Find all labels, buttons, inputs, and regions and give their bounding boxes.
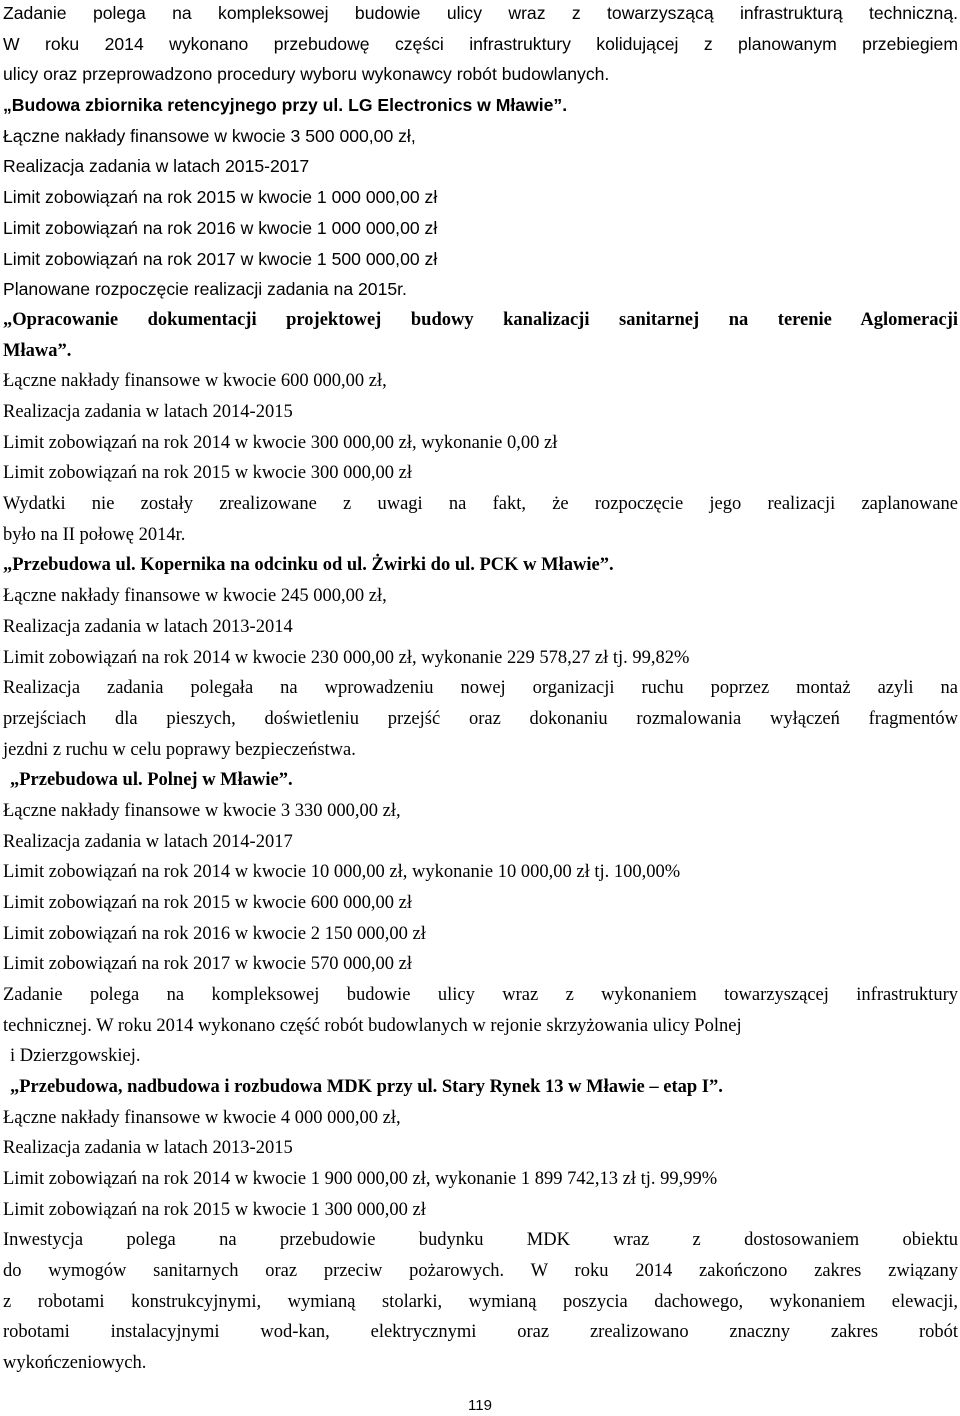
text-line: Limit zobowiązań na rok 2014 w kwocie 230 000,00 zł, wykonanie 229 578,27 zł tj. 99,82%	[3, 648, 690, 668]
text-line: Limit zobowiązań na rok 2015 w kwocie 600 000,00 zł	[3, 893, 412, 913]
text-line: Zadanie polega na kompleksowej budowie ulicy wraz z wykonaniem towarzyszącej infrastruktury	[3, 985, 958, 1005]
text-line: Limit zobowiązań na rok 2016 w kwocie 1 000 000,00 zł	[3, 218, 438, 238]
text-line: Łączne nakłady finansowe w kwocie 3 500 000,00 zł,	[3, 126, 416, 146]
text-line: Łączne nakłady finansowe w kwocie 245 000,00 zł,	[3, 586, 387, 606]
text-line: Realizacja zadania w latach 2014-2017	[3, 832, 293, 852]
text-line: Limit zobowiązań na rok 2014 w kwocie 300 000,00 zł, wykonanie 0,00 zł	[3, 433, 558, 453]
text-line: Realizacja zadania w latach 2014-2015	[3, 402, 293, 422]
text-line: Wydatki nie zostały zrealizowane z uwagi na fakt, że rozpoczęcie jego realizacji zaplanowane	[3, 494, 958, 514]
text-line: jezdni z ruchu w celu poprawy bezpieczeństwa.	[3, 740, 356, 760]
text-line: Łączne nakłady finansowe w kwocie 600 000,00 zł,	[3, 371, 387, 391]
text-line: technicznej. W roku 2014 wykonano część robót budowlanych w rejonie skrzyżowania ulicy Polnej	[3, 1016, 742, 1036]
text-line: robotami instalacyjnymi wod-kan, elektrycznymi oraz zrealizowano znaczny zakres robót	[3, 1322, 958, 1342]
text-line: Inwestycja polega na przebudowie budynku MDK wraz z dostosowaniem obiektu	[3, 1230, 958, 1250]
text-line: Limit zobowiązań na rok 2014 w kwocie 1 900 000,00 zł, wykonanie 1 899 742,13 zł tj. 99,99%	[3, 1169, 718, 1189]
text-line: Limit zobowiązań na rok 2015 w kwocie 300 000,00 zł	[3, 463, 412, 483]
text-line: Limit zobowiązań na rok 2014 w kwocie 10 000,00 zł, wykonanie 10 000,00 zł tj. 100,00%	[3, 862, 681, 882]
text-line: Limit zobowiązań na rok 2015 w kwocie 1 000 000,00 zł	[3, 187, 438, 207]
text-line: Realizacja zadania w latach 2013-2014	[3, 617, 293, 637]
text-line: Limit zobowiązań na rok 2015 w kwocie 1 300 000,00 zł	[3, 1200, 426, 1220]
section-heading: „Przebudowa ul. Polnej w Mławie”.	[10, 770, 293, 790]
text-line: Łączne nakłady finansowe w kwocie 3 330 000,00 zł,	[3, 801, 401, 821]
text-line: Planowane rozpoczęcie realizacji zadania na 2015r.	[3, 279, 407, 299]
section-heading: „Budowa zbiornika retencyjnego przy ul. LG Electronics w Mławie”.	[3, 95, 568, 115]
page-number: 119	[468, 1397, 492, 1414]
text-line: z robotami konstrukcyjnymi, wymianą stolarki, wymianą poszycia dachowego, wykonaniem elewacji,	[3, 1292, 958, 1312]
text-line: Łączne nakłady finansowe w kwocie 4 000 000,00 zł,	[3, 1108, 401, 1128]
text-line: Realizacja zadania w latach 2015-2017	[3, 156, 310, 176]
section-heading: „Przebudowa, nadbudowa i rozbudowa MDK przy ul. Stary Rynek 13 w Mławie – etap I”.	[10, 1077, 723, 1097]
text-line: Zadanie polega na kompleksowej budowie ulicy wraz z towarzyszącą infrastrukturą techniczną.	[3, 3, 958, 23]
text-line: Realizacja zadania polegała na wprowadzeniu nowej organizacji ruchu poprzez montaż azyli na	[3, 678, 958, 698]
text-line: Limit zobowiązań na rok 2016 w kwocie 2 150 000,00 zł	[3, 924, 426, 944]
text-line: Limit zobowiązań na rok 2017 w kwocie 570 000,00 zł	[3, 954, 412, 974]
section-heading: „Opracowanie dokumentacji projektowej budowy kanalizacji sanitarnej na terenie Aglomeracji	[3, 310, 958, 330]
text-line: do wymogów sanitarnych oraz przeciw pożarowych. W roku 2014 zakończono zakres związany	[3, 1261, 958, 1281]
text-line: przejściach dla pieszych, doświetleniu przejść oraz dokonaniu rozmalowania wyłączeń fragmentów	[3, 709, 958, 729]
section-heading: Mława”.	[3, 341, 72, 361]
text-line: wykończeniowych.	[3, 1353, 147, 1373]
text-line: Realizacja zadania w latach 2013-2015	[3, 1138, 293, 1158]
text-line: Limit zobowiązań na rok 2017 w kwocie 1 500 000,00 zł	[3, 249, 438, 269]
text-line: i Dzierzgowskiej.	[10, 1046, 141, 1066]
text-line: było na II połowę 2014r.	[3, 525, 186, 545]
text-line: W roku 2014 wykonano przebudowę części infrastruktury kolidującej z planowanym przebiegiem	[3, 34, 958, 54]
section-heading: „Przebudowa ul. Kopernika na odcinku od ul. Żwirki do ul. PCK w Mławie”.	[3, 555, 614, 575]
text-line: ulicy oraz przeprowadzono procedury wyboru wykonawcy robót budowlanych.	[3, 64, 610, 84]
